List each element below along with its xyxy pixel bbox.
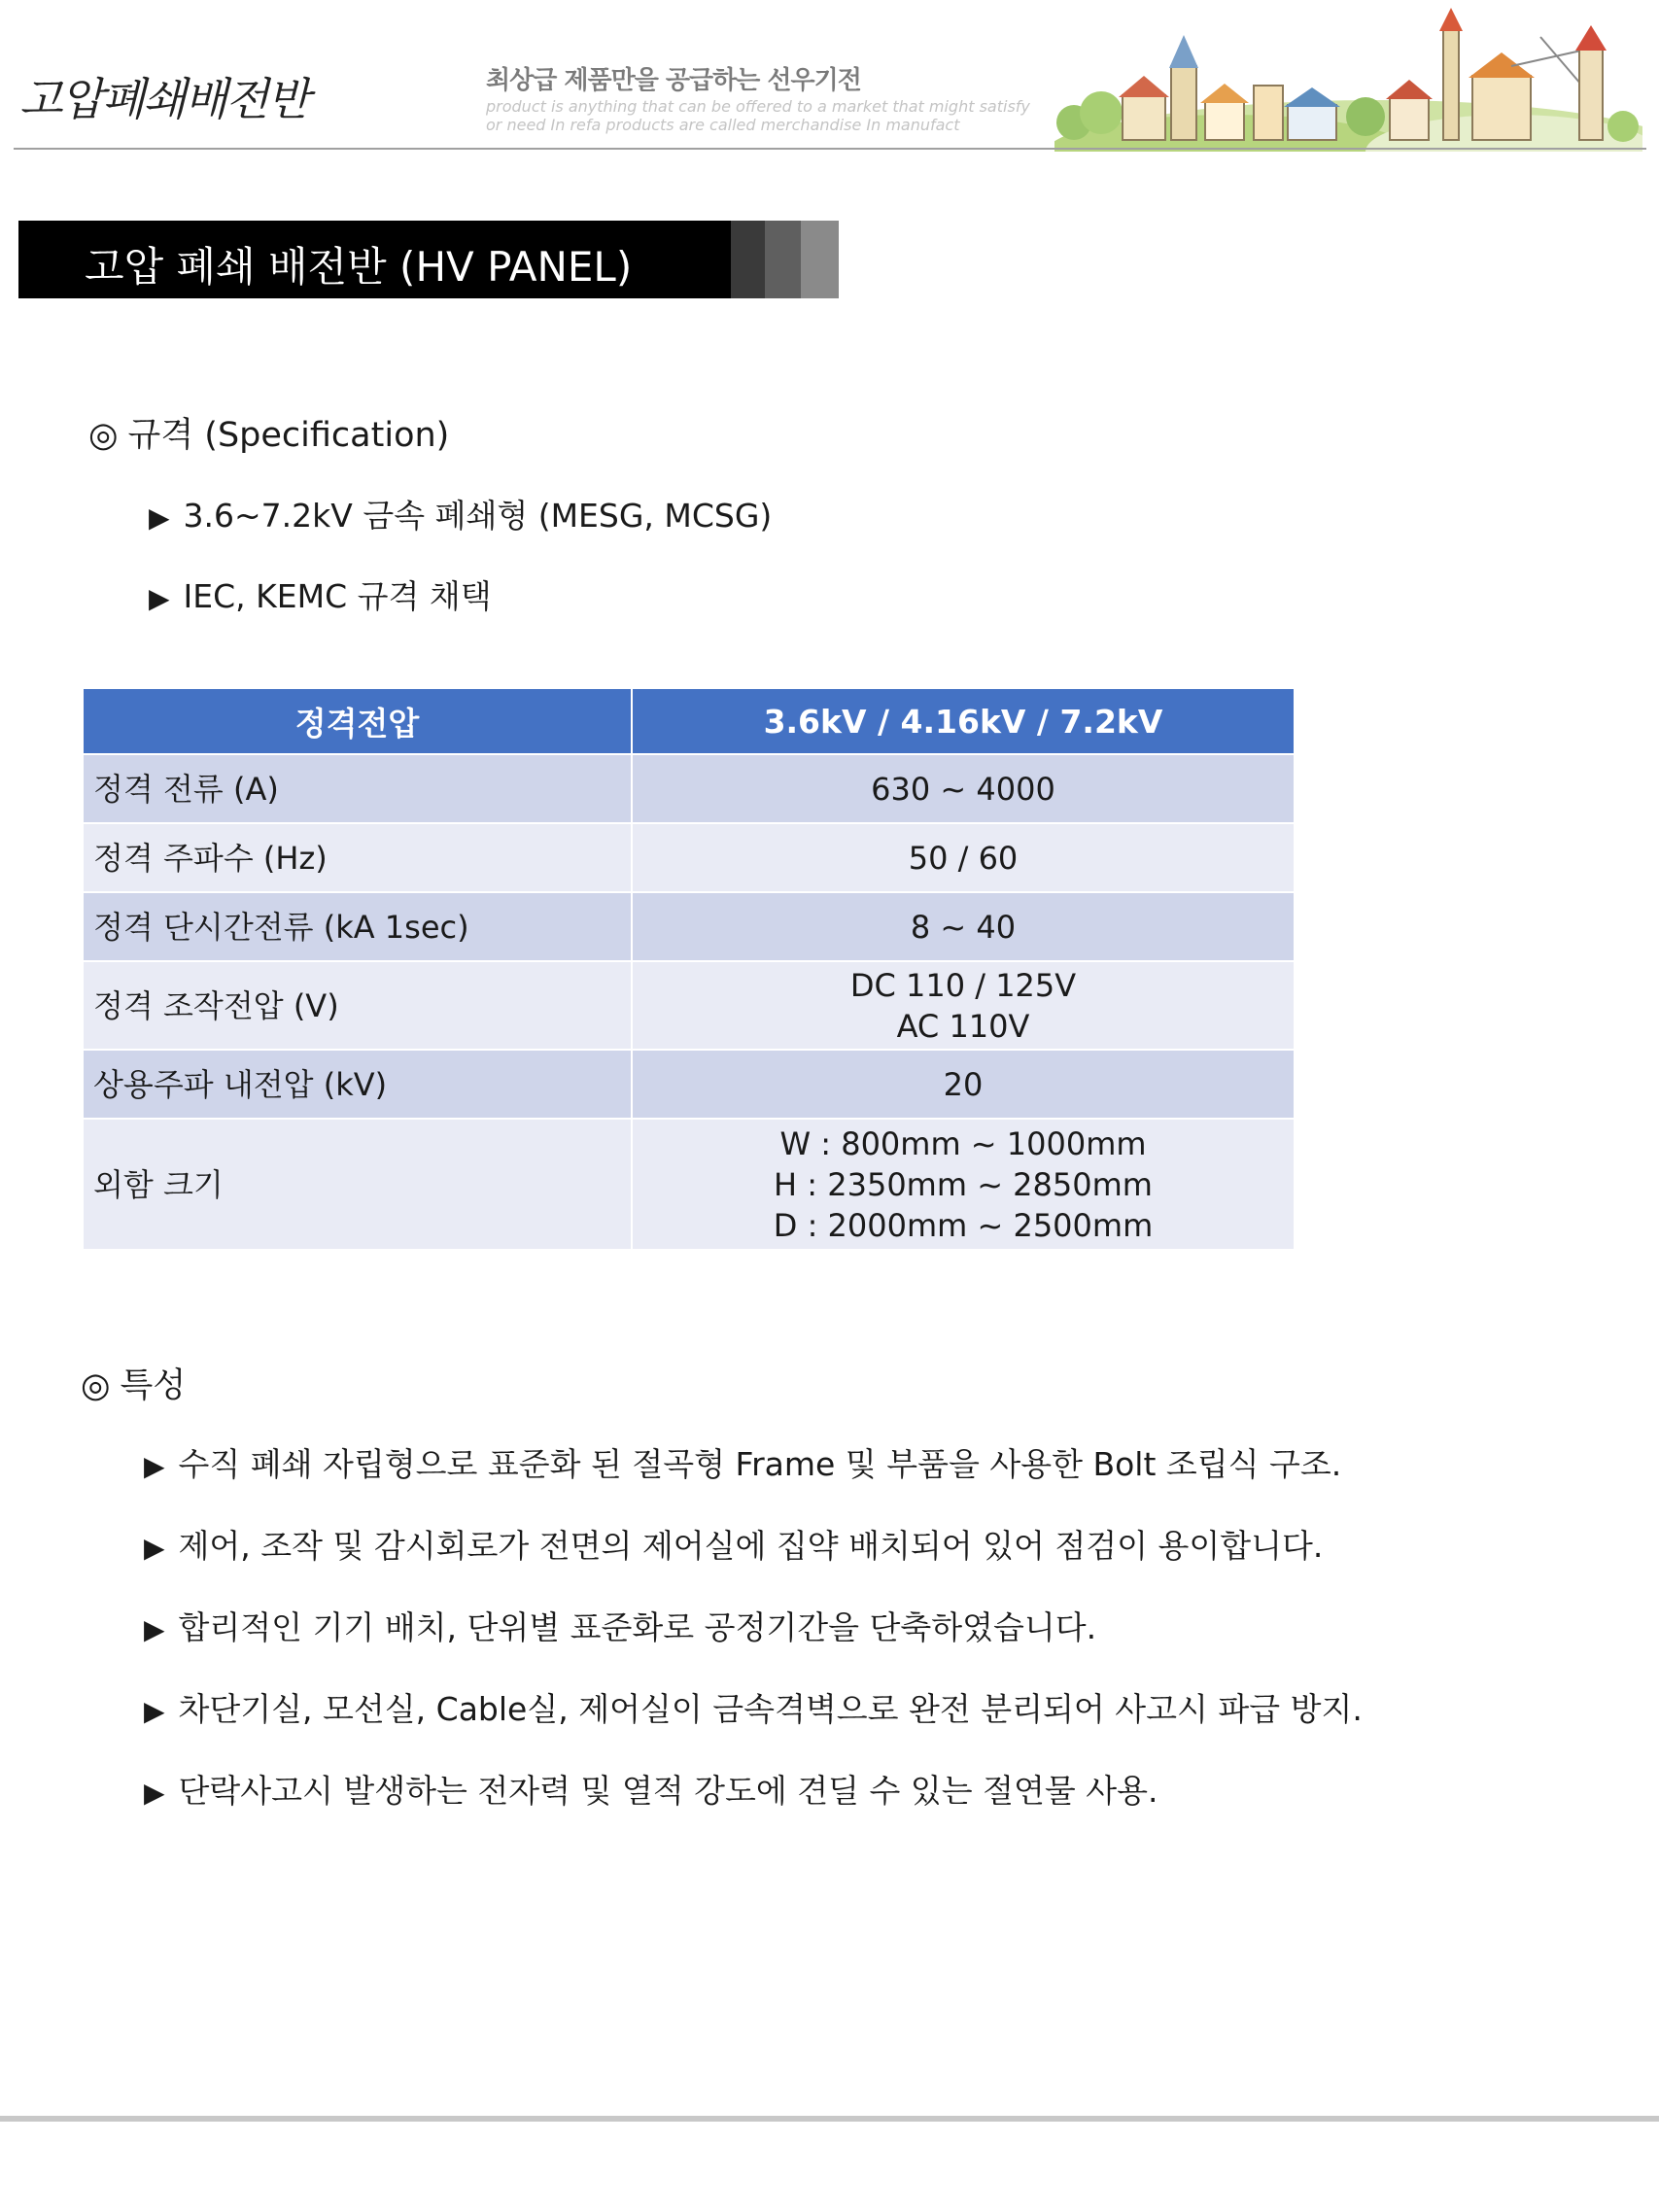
row-value-line: D : 2000mm ~ 2500mm [773,1206,1154,1244]
row-value-line: AC 110V [896,1007,1030,1045]
row-label: 정격 전류 (A) [83,754,632,823]
triangle-bullet-icon: ▶ [144,1777,165,1809]
title-bar-shade-2 [765,221,801,298]
double-circle-icon: ◎ [81,1366,111,1405]
spec-bullet [149,571,492,617]
feature-bullet-text: 단락사고시 발생하는 전자력 및 열적 강도에 견딜 수 있는 절연물 사용. [178,1772,1158,1810]
title-bar-shade-3 [801,221,839,298]
feature-bullet-text: 제어, 조작 및 감시회로가 전면의 제어실에 집약 배치되어 있어 점검이 용이합니다. [178,1527,1324,1565]
feature-heading [81,1359,186,1407]
feature-bullet-text: 차단기실, 모선실, Cable실, 제어실이 금속격벽으로 완전 분리되어 사고시 파급 방지. [178,1690,1363,1728]
slogan: 최상급 제품만을 공급하는 선우기전 [486,66,861,95]
feature-heading-text: 특성 [120,1366,187,1405]
table-row [83,1050,1295,1119]
footer-divider [0,2116,1659,2122]
table-row [83,1119,1295,1250]
slogan-subtext: product is anything that can be offered to a market that might satisfy or need In refa products are called merchandise In manufact [486,97,1030,134]
title-bar [18,221,839,298]
feature-bullet [144,1439,1341,1485]
row-value: 8 ~ 40 [632,892,1295,961]
row-value [632,961,1295,1050]
spec-bullet-text: IEC, KEMC 규격 채택 [183,577,492,615]
feature-bullet [144,1766,1158,1812]
row-value: 630 ~ 4000 [632,754,1295,823]
triangle-bullet-icon: ▶ [144,1613,165,1645]
header-divider [14,148,1646,150]
row-value-line: DC 110 / 125V [849,966,1077,1004]
table-header-row [83,688,1295,754]
row-label: 정격 단시간전류 (kA 1sec) [83,892,632,961]
row-value: 50 / 60 [632,823,1295,892]
spec-bullet-text: 3.6~7.2kV 금속 폐쇄형 (MESG, MCSG) [183,497,773,535]
feature-bullet-text: 수직 폐쇄 자립형으로 표준화 된 절곡형 Frame 및 부품을 사용한 Bolt 조립식 구조. [178,1445,1342,1483]
row-label: 정격 조작전압 (V) [83,961,632,1050]
table-row [83,754,1295,823]
feature-bullet [144,1603,1096,1648]
row-value-line: W : 800mm ~ 1000mm [779,1124,1147,1162]
table-row [83,823,1295,892]
spec-table [82,687,1296,1251]
table-header-label: 정격전압 [83,688,632,754]
logo: 고압폐쇄배전반 [19,73,309,125]
row-value-line: H : 2350mm ~ 2850mm [774,1165,1153,1203]
triangle-bullet-icon: ▶ [144,1695,165,1727]
feature-bullet [144,1684,1363,1730]
table-header-value: 3.6kV / 4.16kV / 7.2kV [632,688,1295,754]
triangle-bullet-icon: ▶ [144,1532,165,1564]
town-illustration [1054,8,1642,152]
spec-heading [88,408,449,457]
title-bar-shade-1 [731,221,765,298]
table-row [83,892,1295,961]
spec-heading-text: 규격 (Specification) [127,416,450,455]
spec-bullet [149,491,772,536]
row-value [632,1119,1295,1250]
page-title: 고압 폐쇄 배전반 (HV PANEL) [85,243,633,291]
double-circle-icon: ◎ [88,416,119,455]
row-label: 외함 크기 [83,1119,632,1250]
row-label: 상용주파 내전압 (kV) [83,1050,632,1119]
row-label: 정격 주파수 (Hz) [83,823,632,892]
table-row [83,961,1295,1050]
triangle-bullet-icon: ▶ [144,1450,165,1482]
row-value: 20 [632,1050,1295,1119]
feature-bullet-text: 합리적인 기기 배치, 단위별 표준화로 공정기간을 단축하였습니다. [178,1608,1097,1646]
page-header [0,0,1659,156]
triangle-bullet-icon: ▶ [149,501,170,534]
triangle-bullet-icon: ▶ [149,582,170,614]
feature-bullet [144,1521,1323,1567]
